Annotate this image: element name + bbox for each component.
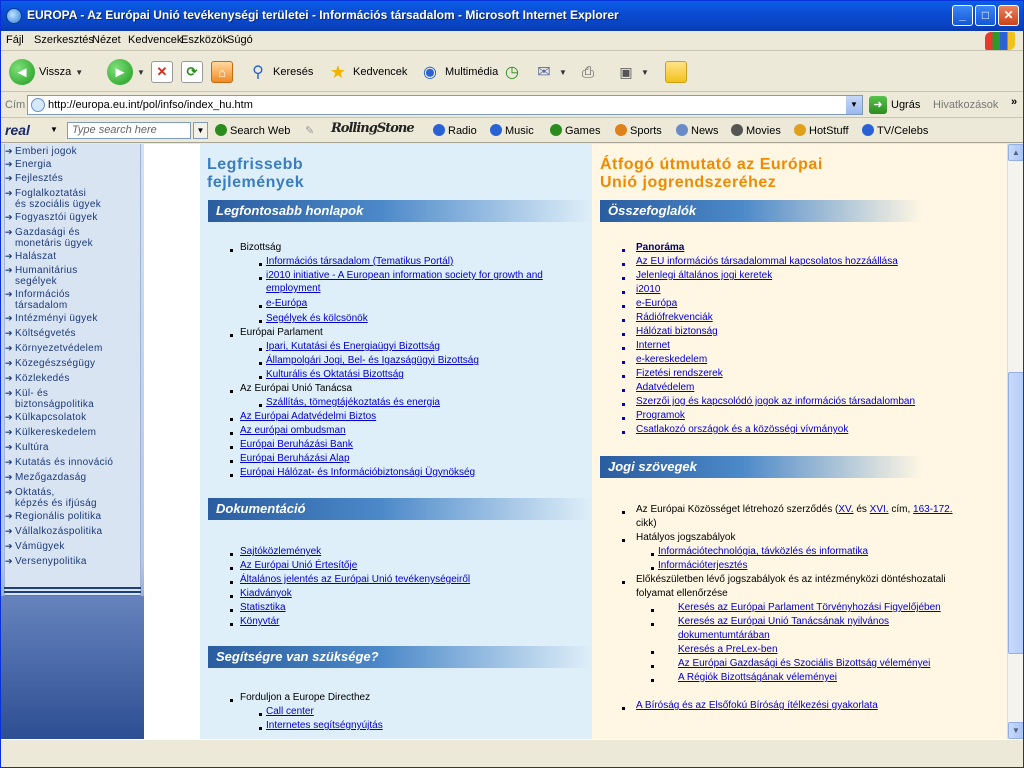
edit-icon: ▣ — [619, 63, 633, 80]
bullet — [622, 581, 625, 584]
arrow-icon: ➔ — [5, 556, 13, 566]
nav-link[interactable]: Emberi jogok — [15, 146, 77, 157]
bullet — [230, 446, 233, 449]
media-button[interactable] — [419, 57, 498, 87]
nav-link-cont[interactable]: képzés és ifjúság — [15, 498, 97, 509]
menu-favorites[interactable]: Kedvencek — [128, 34, 183, 46]
arrow-icon: ➔ — [5, 427, 13, 437]
forward-arrow-icon: ► — [107, 59, 133, 85]
right-column — [592, 144, 1007, 739]
nav-link-cont[interactable]: monetáris ügyek — [15, 238, 93, 249]
link-radio-frequencies[interactable]: Rádiófrekvenciák — [636, 312, 713, 323]
link-general-report[interactable]: Általános jelentés az Európai Unió tevékenységeiről — [240, 574, 471, 585]
search-icon: ⚲ — [252, 64, 264, 81]
nav-gradient-footer — [1, 596, 144, 739]
refresh-button[interactable] — [181, 57, 203, 87]
menu-help[interactable]: Súgó — [227, 34, 253, 46]
link-title-xvi[interactable]: XVI. — [869, 504, 889, 515]
list-item-legislation: Hatályos jogszabályok — [636, 532, 736, 543]
nav-link[interactable]: Környezetvédelem — [15, 343, 103, 354]
nav-link-cont[interactable]: és szociális ügyek — [15, 199, 101, 210]
arrow-icon: ➔ — [5, 358, 13, 368]
link-eesc[interactable]: Az Európai Gazdasági és Szociális Bizottság véleményei — [678, 658, 931, 669]
link-council-register[interactable]: Keresés az Európai Unió Tanácsának nyilvános — [678, 616, 890, 627]
nav-link[interactable]: Versenypolitika — [15, 556, 87, 567]
list-item-commission: Bizottság — [240, 242, 282, 253]
news-icon — [676, 124, 688, 136]
favorites-label: Kedvencek — [353, 66, 408, 78]
bullet — [622, 249, 625, 252]
bullet — [622, 539, 625, 542]
latest-heading-line1: Legfrissebb — [207, 156, 304, 173]
media-globe-icon: ◉ — [423, 64, 437, 81]
music-label: Music — [505, 125, 534, 137]
bullet — [651, 567, 654, 570]
latest-heading — [207, 156, 304, 192]
news-label: News — [691, 125, 719, 137]
section-header-summaries: Összefoglalók — [600, 200, 1003, 222]
address-input[interactable] — [27, 95, 863, 115]
link-acceding-countries[interactable]: Csatlakozó országok és a közösségi vívmányok — [636, 424, 849, 435]
link-eu-approach[interactable]: Az EU információs társadalommal kapcsolatos hozzáállása — [636, 256, 898, 267]
link-itre[interactable]: Ipari, Kutatási és Energiaügyi Bizottság — [266, 341, 440, 352]
list-item-europe-direct: Forduljon a Europe Directhez — [240, 692, 371, 703]
bullet — [622, 375, 625, 378]
hotstuff-button[interactable] — [794, 124, 849, 137]
bullet — [651, 553, 654, 556]
link-transport[interactable]: Szállítás, tömegtájékoztatás és energia — [266, 397, 440, 408]
link-infsoc-portal[interactable]: Információs társadalom (Tematikus Portál) — [266, 256, 454, 267]
bullet — [259, 727, 262, 730]
nav-link[interactable]: Mezőgazdaság — [15, 472, 87, 483]
nav-link[interactable]: Humanitárius — [15, 265, 78, 276]
bullet — [230, 432, 233, 435]
nav-link-cont[interactable]: biztonságpolitika — [15, 399, 95, 410]
left-column — [200, 144, 592, 739]
title-bar[interactable] — [1, 1, 1023, 31]
search-web-label: Search Web — [230, 125, 291, 137]
nav-link[interactable]: Külkereskedelem — [15, 427, 97, 438]
nav-link[interactable]: Gazdasági és — [15, 227, 80, 238]
bullet — [259, 376, 262, 379]
bullet — [259, 277, 262, 280]
guide-heading-line1: Átfogó útmutató az Európai — [600, 156, 823, 173]
edit-dropdown-icon[interactable]: ▼ — [641, 67, 649, 77]
music-icon — [490, 124, 502, 136]
link-e-europa[interactable]: e-Európa — [266, 298, 308, 309]
radio-button[interactable] — [433, 124, 477, 137]
sports-label: Sports — [630, 125, 662, 137]
radio-icon — [433, 124, 445, 136]
favorites-button[interactable] — [327, 57, 407, 87]
hotstuff-icon — [794, 124, 806, 136]
links-chevron-icon[interactable]: » — [1011, 96, 1018, 108]
bullet — [651, 665, 654, 668]
nav-link[interactable]: Intézményi ügyek — [15, 313, 98, 324]
link-title-xv[interactable]: XV. — [838, 504, 854, 515]
real-search-dropdown-icon[interactable]: ▼ — [193, 122, 208, 139]
link-it-telecom[interactable]: Információtechnológia, távközlés és informatika — [658, 546, 869, 557]
arrow-icon: ➔ — [5, 173, 13, 183]
nav-link[interactable]: Vámügyek — [15, 541, 65, 552]
nav-link[interactable]: Fogyasztói ügyek — [15, 212, 98, 223]
link-oeil[interactable]: Keresés az Európai Parlament Törvényhozási Figyelőjében — [678, 602, 941, 613]
bullet — [622, 511, 625, 514]
nav-panel — [4, 144, 141, 596]
back-dropdown-icon[interactable]: ▼ — [75, 67, 84, 77]
nav-link[interactable]: Energia — [15, 159, 52, 170]
nav-link-cont[interactable]: társadalom — [15, 300, 68, 311]
bullet — [622, 403, 625, 406]
arrow-icon: ➔ — [5, 526, 13, 536]
sports-icon — [615, 124, 627, 136]
arrow-icon: ➔ — [5, 159, 13, 169]
mail-button[interactable] — [533, 57, 567, 87]
highlight-icon[interactable]: ✎ — [305, 125, 315, 137]
real-search-input[interactable]: Type search here — [67, 122, 191, 139]
nav-divider — [4, 587, 141, 589]
nav-link[interactable]: Külkapcsolatok — [15, 412, 87, 423]
link-copyright[interactable]: Szerzői jog és kapcsolódó jogok az információs társadalomban — [636, 396, 916, 407]
movies-button[interactable] — [731, 124, 781, 137]
games-label: Games — [565, 125, 601, 137]
arrow-icon: ➔ — [5, 472, 13, 482]
link-edps[interactable]: Az Európai Adatvédelmi Biztos — [240, 411, 377, 422]
tvcelebs-button[interactable] — [862, 124, 928, 137]
section-header-documentation: Dokumentáció — [208, 498, 592, 520]
arrow-icon: ➔ — [5, 289, 13, 299]
bullet — [259, 362, 262, 365]
nav-link[interactable]: Foglalkoztatási — [15, 188, 87, 199]
go-button[interactable] — [869, 96, 920, 114]
search-web-icon — [215, 124, 227, 136]
bullet — [230, 699, 233, 702]
games-icon — [550, 124, 562, 136]
arrow-icon: ➔ — [5, 343, 13, 353]
arrow-icon: ➔ — [5, 313, 13, 323]
bullet — [622, 707, 625, 710]
real-toolbar — [1, 119, 1023, 143]
link-data-protection[interactable]: Adatvédelem — [636, 382, 695, 393]
nav-link[interactable]: Vállalkozáspolitika — [15, 526, 103, 537]
bullet — [230, 474, 233, 477]
link-cult[interactable]: Kulturális és Oktatási Bizottság — [266, 369, 404, 380]
arrow-icon: ➔ — [5, 388, 13, 398]
hotstuff-label: HotStuff — [809, 125, 849, 137]
print-icon: ⎙ — [581, 63, 594, 81]
nav-link[interactable]: Közlekedés — [15, 373, 70, 384]
link-online-help[interactable]: Internetes segítségnyújtás — [266, 720, 383, 731]
search-button[interactable] — [247, 57, 313, 87]
nav-link[interactable]: Kutatás és innováció — [15, 457, 114, 468]
bullet — [622, 389, 625, 392]
arrow-icon: ➔ — [5, 265, 13, 275]
movies-icon — [731, 124, 743, 136]
link-eib[interactable]: Európai Beruházási Bank — [240, 439, 353, 450]
arrow-icon: ➔ — [5, 146, 13, 156]
folder-button[interactable] — [665, 57, 687, 87]
left-navigation — [1, 144, 144, 739]
star-icon: ★ — [329, 61, 347, 82]
real-dropdown-icon[interactable]: ▼ — [50, 125, 58, 134]
search-web-button[interactable] — [215, 124, 290, 137]
treaty-end: cikk) — [636, 518, 657, 529]
radio-label: Radio — [448, 125, 477, 137]
arrow-icon: ➔ — [5, 188, 13, 198]
scroll-up-icon[interactable]: ▲ — [1008, 144, 1024, 161]
tv-icon — [862, 124, 874, 136]
arrow-icon: ➔ — [5, 511, 13, 521]
scroll-thumb[interactable] — [1008, 372, 1024, 654]
forward-button[interactable] — [107, 57, 145, 87]
link-legal-framework[interactable]: Jelenlegi általános jogi keretek — [636, 270, 773, 281]
nav-link[interactable]: Fejlesztés — [15, 173, 64, 184]
arrow-icon: ➔ — [5, 373, 13, 383]
mail-icon: ✉ — [537, 64, 551, 81]
link-programmes[interactable]: Programok — [636, 410, 685, 421]
nav-divider — [4, 591, 141, 593]
link-network-security[interactable]: Hálózati biztonság — [636, 326, 718, 337]
bullet — [259, 348, 262, 351]
ie-logo-icon — [6, 8, 22, 24]
bullet — [622, 361, 625, 364]
nav-link[interactable]: Kül- és — [15, 388, 49, 399]
back-label: Vissza — [39, 66, 72, 78]
edit-button[interactable] — [615, 57, 649, 87]
bullet — [622, 277, 625, 280]
link-enisa[interactable]: Európai Hálózat- és Információbiztonsági Ügynökség — [240, 467, 476, 478]
latest-heading-line2: fejlemények — [207, 174, 305, 191]
menu-edit[interactable]: Szerkesztés — [34, 34, 94, 46]
section-header-legal-texts: Jogi szövegek — [600, 456, 1003, 478]
link-official-journal[interactable]: Az Európai Unió Értesítője — [240, 560, 358, 571]
link-publications[interactable]: Kiadványok — [240, 588, 292, 599]
search-label: Keresés — [273, 66, 314, 78]
menu-bar — [1, 31, 1023, 51]
link-ombudsman[interactable]: Az európai ombudsman — [240, 425, 346, 436]
treaty-text — [636, 504, 953, 515]
bullet — [622, 347, 625, 350]
address-label: Cím — [5, 99, 26, 111]
nav-link[interactable]: Kultúra — [15, 442, 49, 453]
mail-dropdown-icon[interactable]: ▼ — [559, 67, 567, 77]
bullet — [230, 418, 233, 421]
bullet — [651, 623, 654, 626]
nav-link[interactable]: Közegészségügy — [15, 358, 96, 369]
bullet — [651, 651, 654, 654]
forward-dropdown-icon[interactable]: ▼ — [137, 67, 145, 77]
arrow-icon: ➔ — [5, 328, 13, 338]
arrow-icon: ➔ — [5, 412, 13, 422]
minimize-button[interactable]: _ — [952, 5, 973, 26]
media-label: Multimédia — [445, 66, 499, 78]
list-item-pending-cont: folyamat ellenőrzése — [636, 588, 728, 599]
bullet — [230, 595, 233, 598]
nav-link-cont[interactable]: segélyek — [15, 276, 57, 287]
history-button[interactable] — [501, 57, 523, 87]
vertical-scrollbar[interactable] — [1007, 144, 1023, 739]
treaty-cim: cím, — [891, 504, 911, 515]
home-button[interactable] — [211, 57, 233, 87]
standard-toolbar — [1, 52, 1023, 92]
link-payment-systems[interactable]: Fizetési rendszerek — [636, 368, 723, 379]
bullet — [230, 390, 233, 393]
link-i2010-summary[interactable]: i2010 — [636, 284, 661, 295]
folder-icon — [665, 61, 687, 83]
link-call-center[interactable]: Call center — [266, 706, 314, 717]
arrow-icon: ➔ — [5, 227, 13, 237]
menu-file[interactable]: Fájl — [6, 34, 24, 46]
arrow-icon: ➔ — [5, 442, 13, 452]
page-content — [1, 144, 1007, 739]
bullet — [622, 319, 625, 322]
address-bar — [1, 93, 1023, 118]
window-title: EUROPA - Az Európai Unió tevékenységi területei - Információs társadalom - Microsoft Internet Explorer — [27, 8, 619, 22]
bullet — [230, 567, 233, 570]
bullet — [622, 305, 625, 308]
stop-icon: ✕ — [151, 61, 173, 83]
bullet — [230, 581, 233, 584]
links-label[interactable]: Hivatkozások — [933, 99, 999, 111]
nav-link[interactable]: Költségvetés — [15, 328, 76, 339]
guide-heading — [600, 156, 823, 192]
page-icon — [31, 98, 45, 112]
close-button[interactable]: ✕ — [998, 5, 1019, 26]
bullet — [622, 431, 625, 434]
menu-tools[interactable]: Eszközök — [181, 34, 229, 46]
bullet — [230, 460, 233, 463]
bullet — [259, 404, 262, 407]
link-info-dissemination[interactable]: Információterjesztés — [658, 560, 748, 571]
history-icon: ◷ — [505, 64, 519, 81]
link-press[interactable]: Sajtóközlemények — [240, 546, 322, 557]
link-court-case-law[interactable]: A Bíróság és az Elsőfokú Bíróság ítélkezési gyakorlata — [636, 700, 878, 711]
arrow-icon: ➔ — [5, 541, 13, 551]
bullet — [259, 320, 262, 323]
home-icon: ⌂ — [211, 61, 233, 83]
treaty-intro: Az Európai Közösséget létrehozó szerződés ( — [636, 504, 839, 515]
bullet — [622, 417, 625, 420]
link-prelex[interactable]: Keresés a PreLex-ben — [678, 644, 778, 655]
link-cor[interactable]: A Régiók Bizottságának véleményei — [678, 672, 837, 683]
treaty-and: és — [856, 504, 867, 515]
menu-view[interactable]: Nézet — [92, 34, 121, 46]
bullet — [651, 679, 654, 682]
refresh-icon: ⟳ — [181, 61, 203, 83]
bullet — [651, 609, 654, 612]
section-header-help: Segítségre van szüksége? — [208, 646, 592, 668]
link-internet[interactable]: Internet — [636, 340, 670, 351]
link-library[interactable]: Könyvtár — [240, 616, 280, 627]
go-arrow-icon: ➜ — [869, 96, 887, 114]
back-button[interactable] — [9, 57, 83, 87]
real-logo[interactable]: real — [5, 122, 30, 138]
link-e-europa-summary[interactable]: e-Európa — [636, 298, 678, 309]
go-label: Ugrás — [891, 99, 921, 111]
status-bar — [1, 739, 1023, 767]
print-button[interactable] — [577, 57, 599, 87]
windows-logo-icon — [985, 32, 1015, 50]
bullet — [230, 334, 233, 337]
guide-heading-line2: Unió jogrendszeréhez — [600, 174, 777, 191]
back-arrow-icon: ◄ — [9, 59, 35, 85]
bullet — [259, 305, 262, 308]
arrow-icon: ➔ — [5, 457, 13, 467]
arrow-icon: ➔ — [5, 251, 13, 261]
arrow-icon: ➔ — [5, 212, 13, 222]
nav-link[interactable]: Regionális politika — [15, 511, 102, 522]
link-eif[interactable]: Európai Beruházási Alap — [240, 453, 350, 464]
bullet — [259, 263, 262, 266]
rollingstone-logo[interactable]: RollingStone — [331, 121, 414, 136]
list-item-parliament: Európai Parlament — [240, 327, 323, 338]
link-articles[interactable]: 163-172. — [913, 504, 953, 515]
bullet — [230, 609, 233, 612]
link-e-commerce[interactable]: e-kereskedelem — [636, 354, 708, 365]
address-dropdown-icon[interactable]: ▼ — [846, 96, 862, 114]
link-libe[interactable]: Állampolgári Jogi, Bel- és Igazságügyi Bizottság — [266, 355, 479, 366]
stop-button[interactable] — [151, 57, 173, 87]
music-button[interactable] — [490, 124, 534, 137]
list-item-council: Az Európai Unió Tanácsa — [240, 383, 353, 394]
bullet — [230, 623, 233, 626]
bullet — [230, 249, 233, 252]
nav-link[interactable]: Oktatás, — [15, 487, 55, 498]
link-council-register-cont[interactable]: dokumentumtárában — [678, 630, 770, 641]
games-button[interactable] — [550, 124, 600, 137]
bullet — [622, 263, 625, 266]
link-statistics[interactable]: Statisztika — [240, 602, 286, 613]
bullet — [622, 333, 625, 336]
maximize-button[interactable]: □ — [975, 5, 996, 26]
link-panorama[interactable]: Panoráma — [636, 242, 685, 253]
bullet — [230, 553, 233, 556]
link-i2010[interactable]: i2010 initiative - A European information society for growth and — [266, 270, 543, 281]
tvcelebs-label: TV/Celebs — [877, 125, 929, 137]
link-grants[interactable]: Segélyek és kölcsönök — [266, 313, 368, 324]
list-item-pending: Előkészületben lévő jogszabályok és az intézményközi döntéshozatali — [636, 574, 946, 585]
bullet — [622, 291, 625, 294]
movies-label: Movies — [746, 125, 781, 137]
sports-button[interactable] — [615, 124, 662, 137]
scroll-down-icon[interactable]: ▼ — [1008, 722, 1024, 739]
section-header-main-pages: Legfontosabb honlapok — [208, 200, 592, 222]
nav-link[interactable]: Halászat — [15, 251, 57, 262]
address-url: http://europa.eu.int/pol/infso/index_hu.htm — [48, 99, 253, 111]
link-i2010-cont[interactable]: employment — [266, 283, 321, 294]
news-button[interactable] — [676, 124, 719, 137]
bullet — [259, 713, 262, 716]
arrow-icon: ➔ — [5, 487, 13, 497]
nav-link[interactable]: Információs — [15, 289, 70, 300]
